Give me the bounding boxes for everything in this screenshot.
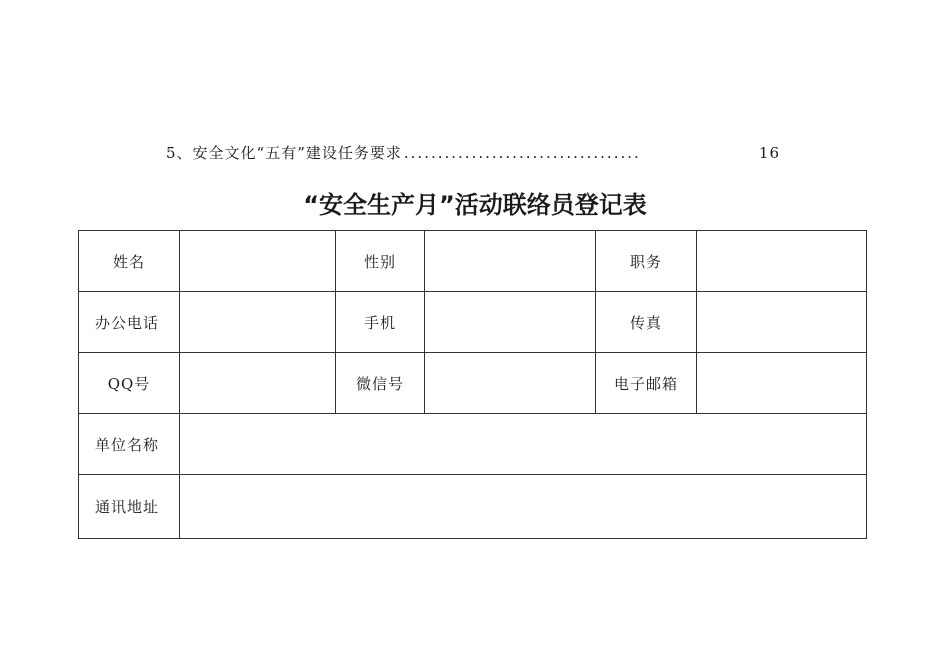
office-phone-label: 办公电话 [79, 292, 180, 353]
toc-page-number: 16 [758, 144, 780, 162]
address-field[interactable] [180, 475, 867, 539]
wechat-label: 微信号 [336, 353, 425, 414]
toc-leader-dots: ................................... [403, 144, 641, 162]
name-label: 姓名 [79, 231, 180, 292]
table-row [79, 292, 867, 353]
name-field[interactable] [180, 231, 336, 292]
registration-table [78, 230, 867, 539]
position-field[interactable] [697, 231, 867, 292]
email-field[interactable] [697, 353, 867, 414]
table-row [79, 231, 867, 292]
table-row [79, 414, 867, 475]
mobile-label: 手机 [336, 292, 425, 353]
toc-entry [166, 142, 780, 164]
address-label: 通讯地址 [79, 475, 180, 539]
table-row [79, 475, 867, 539]
wechat-field[interactable] [425, 353, 596, 414]
position-label: 职务 [596, 231, 697, 292]
gender-label: 性别 [336, 231, 425, 292]
table-row [79, 353, 867, 414]
qq-field[interactable] [180, 353, 336, 414]
gender-field[interactable] [425, 231, 596, 292]
fax-label: 传真 [596, 292, 697, 353]
fax-field[interactable] [697, 292, 867, 353]
toc-entry-text: 5、安全文化“五有”建设任务要求 [166, 144, 402, 162]
mobile-field[interactable] [425, 292, 596, 353]
organization-label: 单位名称 [79, 414, 180, 475]
office-phone-field[interactable] [180, 292, 336, 353]
qq-label: QQ号 [79, 353, 180, 414]
email-label: 电子邮箱 [596, 353, 697, 414]
form-title: “安全生产月”活动联络员登记表 [303, 191, 647, 219]
organization-field[interactable] [180, 414, 867, 475]
